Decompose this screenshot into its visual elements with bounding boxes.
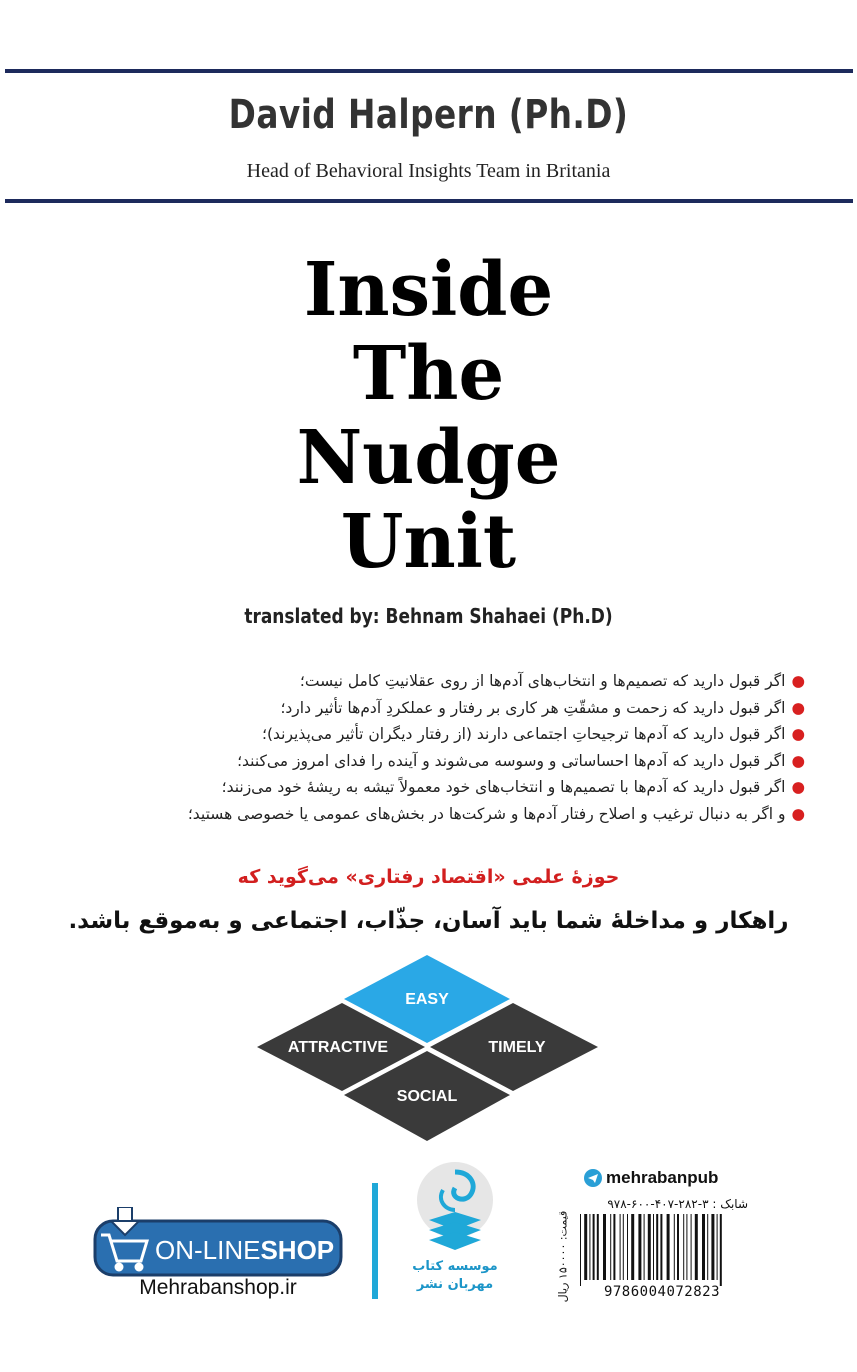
title-line-3: Nudge xyxy=(296,415,561,501)
bullet-dot-icon: ● xyxy=(791,751,805,770)
price-label xyxy=(548,1210,572,1308)
barcode-bar xyxy=(620,1214,621,1280)
bullet-dot-icon: ● xyxy=(791,725,805,743)
isbn-text: شابک : ۳-۲۸۲-۴۰۷-۶۰۰-۹۷۸ xyxy=(607,1197,748,1211)
barcode-bar xyxy=(667,1214,670,1280)
publisher-name xyxy=(400,1258,510,1294)
east-diamond-diagram xyxy=(255,955,600,1143)
barcode-bar xyxy=(683,1214,684,1280)
bullet-list xyxy=(40,668,805,827)
title-line-2: The xyxy=(352,331,505,417)
publisher-logo-icon xyxy=(415,1160,495,1260)
bullet-text: اگر قبول دارید که آدم‌ها احساساتی و وسوسه می‌شوند و آینده را فدای امروز می‌کنند؛ xyxy=(237,751,786,770)
price-text: قیمت: ۱۵۰۰۰۰ ریال xyxy=(556,1210,570,1303)
top-rule xyxy=(5,69,853,73)
barcode-bar xyxy=(589,1214,590,1280)
barcode-bar xyxy=(644,1214,645,1280)
callout-black: راهکار و مداخلهٔ شما باید آسان، جذّاب، اجتماعی و به‌موقع باشد. xyxy=(68,908,789,934)
bullet-text: و اگر به دنبال ترغیب و اصلاح رفتار آدم‌ها و شرکت‌ها در بخش‌های عمومی یا خصوصی هستید؛ xyxy=(187,804,786,823)
barcode-bar xyxy=(686,1214,687,1280)
author-name: David Halpern (Ph.D) xyxy=(228,92,629,138)
svg-text:ON-LINESHOP xyxy=(155,1235,334,1265)
barcode-bar xyxy=(674,1214,675,1280)
bullet-text: اگر قبول دارید که آدم‌ها با تصمیم‌ها و انتخاب‌های خود معمولاً تیشه به ریشهٔ خود می‌زنند؛ xyxy=(221,778,786,796)
bullet-item xyxy=(40,721,805,748)
barcode-bar xyxy=(603,1214,606,1280)
barcode-bar xyxy=(610,1214,611,1280)
bottom-rule xyxy=(5,199,853,203)
online-shop-badge[interactable] xyxy=(93,1207,343,1279)
barcode-bar xyxy=(656,1214,658,1280)
barcode-bar xyxy=(677,1214,679,1280)
barcode-bar xyxy=(711,1214,714,1280)
book-title xyxy=(13,248,844,584)
shop-suffix: SHOP xyxy=(260,1235,335,1265)
bullet-item xyxy=(40,695,805,722)
barcode-bar xyxy=(695,1214,698,1280)
bullet-item xyxy=(40,774,805,801)
barcode-bar xyxy=(597,1214,599,1280)
barcode-bar xyxy=(580,1214,581,1286)
barcode-bar xyxy=(720,1214,722,1286)
shop-url[interactable]: Mehrabanshop.ir xyxy=(139,1276,297,1299)
barcode-bar xyxy=(648,1214,651,1280)
barcode-bar xyxy=(627,1214,628,1280)
barcode-bar xyxy=(593,1214,595,1280)
barcode-bar xyxy=(613,1214,615,1280)
bullet-item xyxy=(40,668,805,695)
barcode-bar xyxy=(623,1214,624,1280)
telegram-handle[interactable] xyxy=(584,1168,718,1188)
callout-red: حوزهٔ علمی «اقتصاد رفتاری» می‌گوید که xyxy=(237,866,620,888)
telegram-text: mehrabanpub xyxy=(606,1168,719,1187)
barcode-bar xyxy=(638,1214,641,1280)
telegram-icon xyxy=(584,1169,602,1187)
bullet-dot-icon: ● xyxy=(791,698,805,717)
barcode-bar xyxy=(653,1214,654,1280)
barcode-bar xyxy=(717,1214,718,1280)
bullet-dot-icon: ● xyxy=(791,672,805,690)
barcode-bar xyxy=(707,1214,708,1280)
bullet-item xyxy=(40,801,805,828)
barcode-bar xyxy=(584,1214,587,1280)
bullet-text: اگر قبول دارید که تصمیم‌ها و انتخاب‌های آدم‌ها از روی عقلانیتِ کامل نیست؛ xyxy=(299,672,786,690)
shop-prefix: ON-LINE xyxy=(155,1235,261,1265)
easy-label: EASY xyxy=(405,991,449,1008)
publisher-line-2: مهربان نشر xyxy=(416,1277,494,1292)
timely-label: TIMELY xyxy=(488,1039,546,1056)
divider-bar xyxy=(372,1183,378,1299)
barcode-bar xyxy=(702,1214,705,1280)
title-line-4: Unit xyxy=(340,499,517,585)
bullet-text: اگر قبول دارید که آدم‌ها ترجیحاتِ اجتماعی دارند (از رفتار دیگران تأثیر می‌پذیرند)؛ xyxy=(262,725,786,743)
barcode xyxy=(578,1214,748,1286)
translator-credit: translated by: Behnam Shahaei (Ph.D) xyxy=(244,604,613,628)
bullet-item xyxy=(40,748,805,775)
publisher-line-1: موسسه کتاب xyxy=(412,1259,498,1274)
author-role: Head of Behavioral Insights Team in Britania xyxy=(246,160,611,182)
attractive-label: ATTRACTIVE xyxy=(287,1039,389,1056)
title-line-1: Inside xyxy=(303,247,554,333)
bullet-dot-icon: ● xyxy=(791,778,805,796)
bullet-dot-icon: ● xyxy=(791,804,805,823)
barcode-bar xyxy=(631,1214,634,1280)
bullet-text: اگر قبول دارید که زحمت و مشقّتِ هر کاری بر رفتار و عملکردِ آدم‌ها تأثیر دارد؛ xyxy=(280,698,786,717)
barcode-bar xyxy=(660,1214,662,1280)
barcode-bar xyxy=(691,1214,692,1280)
social-label: SOCIAL xyxy=(396,1088,458,1105)
barcode-number: 9786004072823 xyxy=(603,1284,721,1300)
